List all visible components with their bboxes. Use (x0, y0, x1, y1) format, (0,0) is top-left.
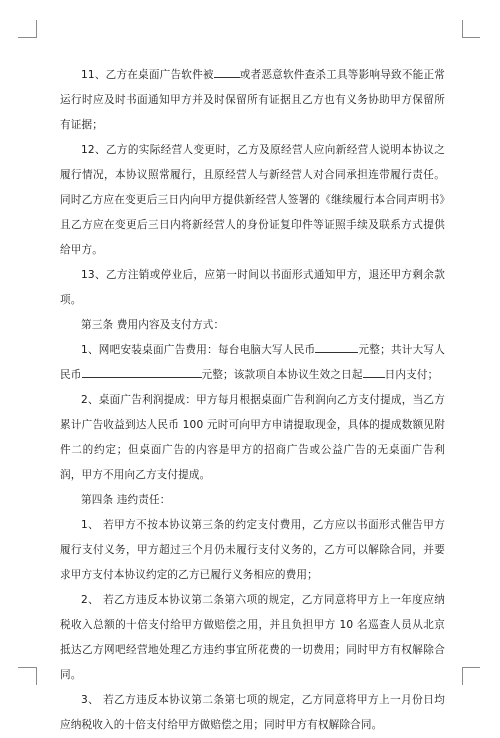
crop-mark-top-right-h (462, 37, 480, 38)
fee-item-1 (60, 338, 445, 388)
blank-field (82, 364, 202, 378)
breach-item-2: 2、 若乙方违反本协议第二条第六项的规定，乙方同意将甲方上一年度应纳税收入总额的十倍支付给甲方做赔偿之用，并且负担甲方 10 名巡查人员从北京抵达乙方网吧经营地处理乙方违约事宜所花费的一切费用；同时甲方有权解除合同。 (60, 594, 445, 681)
fee-item-1-text-c: 元整；该款项自本协议生效之日起 (201, 369, 363, 381)
fee-item-1-text-b: 元整；共计大写人民币 (60, 344, 445, 381)
clause-11-text-a: 11、乙方在桌面广告软件被 (81, 69, 214, 81)
crop-mark-bottom-right-h (462, 667, 480, 668)
breach-item-3: 3、 若乙方违反本协议第二条第七项的规定，乙方同意将甲方上一月份日均应纳税收入的十倍支付给甲方做赔偿之用；同时甲方有权解除合同。 (60, 694, 445, 731)
crop-mark-top-left-v (36, 20, 37, 38)
section-3-heading: 第三条 费用内容及支付方式： (81, 319, 225, 331)
blank-field (214, 64, 240, 78)
crop-mark-bottom-left-h (18, 667, 36, 668)
crop-mark-bottom-right-v (462, 667, 463, 685)
blank-field (315, 339, 358, 353)
clause-11 (60, 63, 445, 138)
section-4-heading: 第四条 违约责任： (81, 494, 171, 506)
fee-item-2: 2、桌面广告利润提成：甲方每月根据桌面广告利润向乙方支付提成，当乙方累计广告收益到达人民币 100 元时可向甲方申请提取现金，具体的提成数额见附件二的约定；但桌面广告的内容是甲方的招商广告或公益广告的无桌面广告利润，甲方不用向乙方支付提成。 (60, 394, 445, 481)
document-body (60, 63, 445, 738)
clause-13: 13、乙方注销或停业后，应第一时间以书面形式通知甲方，退还甲方剩余款项。 (60, 269, 445, 306)
clause-11-text-b: 或者恶意软件查杀工具等影响导致不能正常运行时应及时书面通知甲方并及时保留所有证据且乙方也有义务协助甲方保留所有证据； (60, 69, 445, 131)
crop-mark-bottom-left-v (36, 667, 37, 685)
fee-item-1-text-a: 1、网吧安装桌面广告费用：每台电脑大写人民币 (81, 344, 316, 356)
crop-mark-top-left-h (18, 37, 36, 38)
crop-mark-top-right-v (462, 20, 463, 38)
clause-12: 12、乙方的实际经营人变更时，乙方及原经营人应向新经营人说明本协议之履行情况，本协议照常履行，且原经营人与新经营人对合同承担连带履行责任。同时乙方应在变更后三日内向甲方提供新经营人签署的《继续履行本合同声明书》且乙方应在变更后三日内将新经营人的身份证复印件等证照手续及联系方式提供给甲方。 (60, 144, 445, 256)
fee-item-1-text-d: 日内支付； (384, 369, 439, 381)
blank-field (363, 364, 385, 378)
breach-item-1: 1、 若甲方不按本协议第三条的约定支付费用，乙方应以书面形式催告甲方履行支付义务，甲方超过三个月仍未履行支付义务的，乙方可以解除合同，并要求甲方支付本协议约定的乙方已履行义务相应的费用； (60, 519, 445, 581)
